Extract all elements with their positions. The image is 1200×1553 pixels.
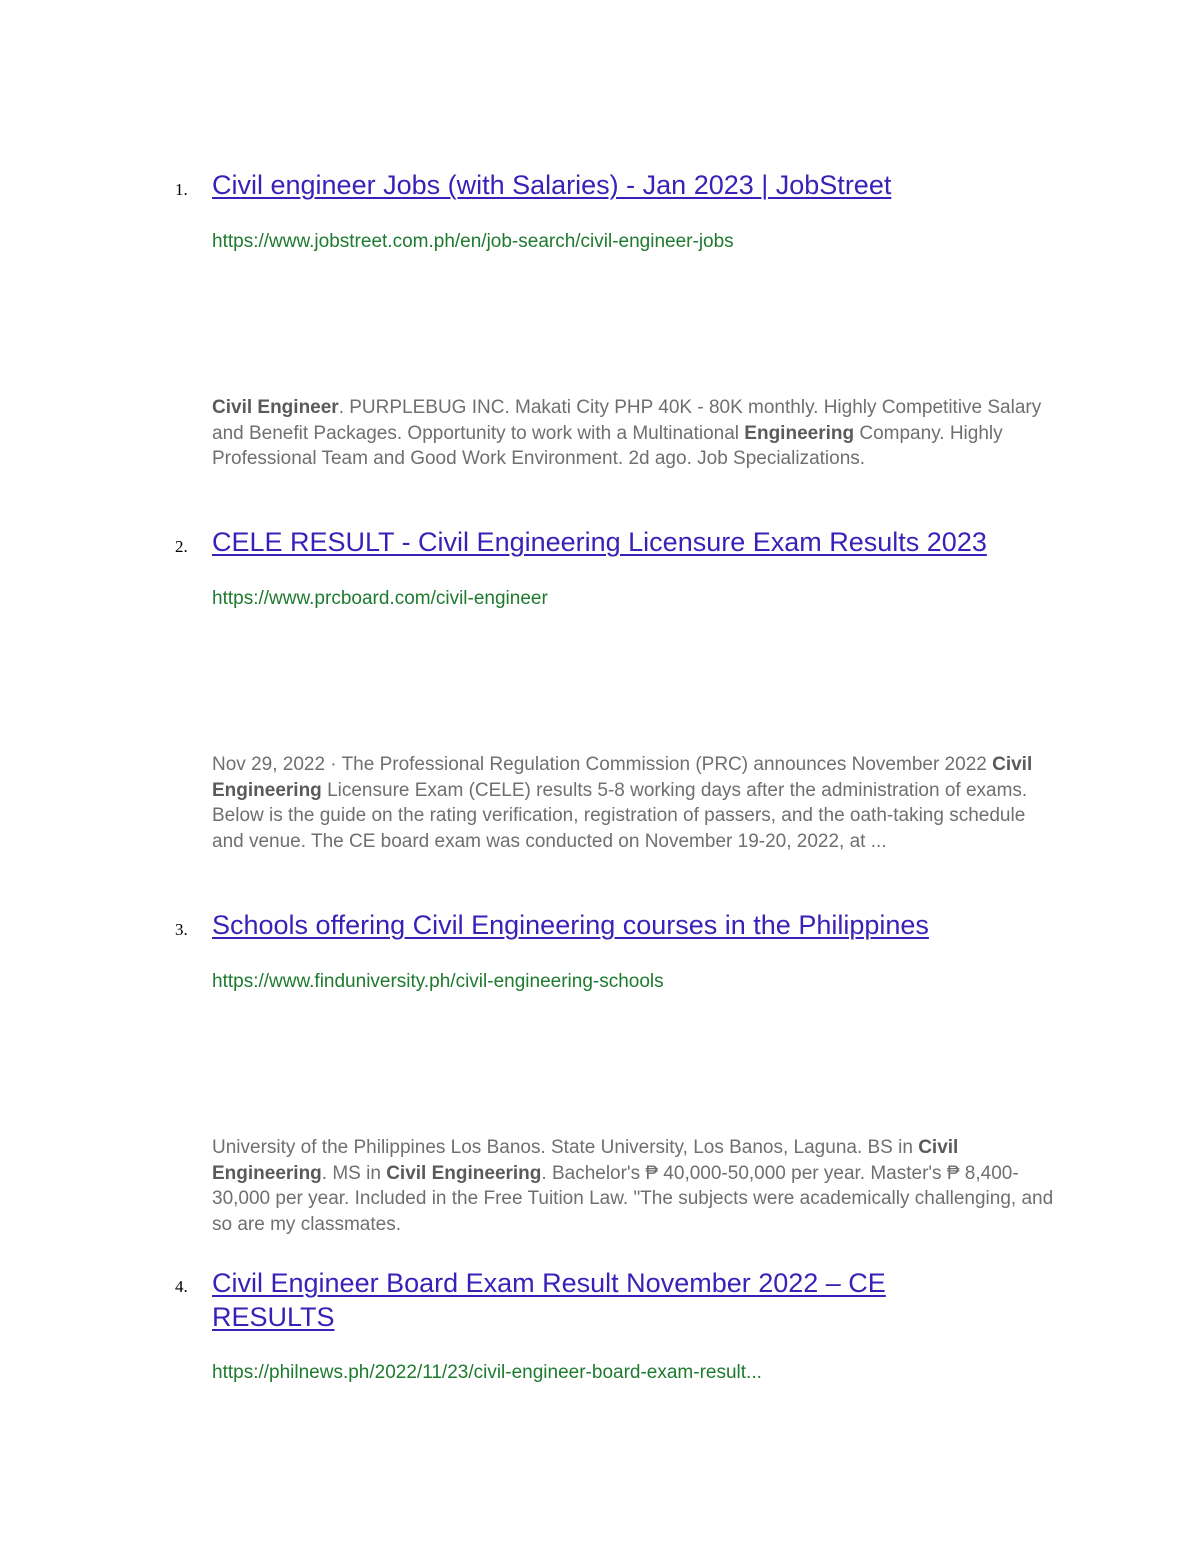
result-snippet (212, 752, 1062, 854)
snippet-text: . Bachelor's ₱ 40,000-50,000 per year. Master's ₱ 8,400-30,000 per year. Included in the Free Tuition Law. "The subjects were academically challenging, and so are my classmates. (212, 1162, 1054, 1235)
result-number: 3. (175, 920, 188, 939)
result-snippet (212, 1135, 1062, 1237)
snippet-keyword: Civil Engineer (212, 397, 339, 418)
snippet-text: . MS in (321, 1162, 387, 1184)
snippet-text: . PURPLEBUG INC. Makati City PHP 40K - 80K monthly. Highly Competitive Salary and Benefit Packages. Opportunity to work with a Multinational (212, 397, 1042, 444)
snippet-keyword: Engineering (744, 422, 855, 444)
result-number: 2. (175, 537, 188, 556)
snippet-keyword: Civil Engineering (212, 754, 1033, 801)
result-snippet (212, 395, 1062, 472)
snippet-keyword: Civil Engineering (212, 1137, 959, 1184)
snippet-text: University of the Philippines Los Banos. State University, Los Banos, Laguna. BS in (212, 1137, 919, 1158)
snippet-text: Company. Highly Professional Team and Good Work Environment. 2d ago. Job Specializations. (212, 422, 1003, 469)
result-url[interactable]: https://www.finduniversity.ph/civil-engineering-schools (212, 971, 664, 992)
result-title-link[interactable]: CELE RESULT - Civil Engineering Licensure Exam Results 2023 (212, 527, 987, 557)
result-title-link[interactable]: Schools offering Civil Engineering courses in the Philippines (212, 910, 929, 940)
result-title-link[interactable]: Civil engineer Jobs (with Salaries) - Jan 2023 | JobStreet (212, 170, 892, 200)
snippet-text: Nov 29, 2022 · The Professional Regulation Commission (PRC) announces November 2022 (212, 754, 993, 775)
result-url[interactable]: https://www.prcboard.com/civil-engineer (212, 588, 548, 609)
result-url[interactable]: https://www.jobstreet.com.ph/en/job-search/civil-engineer-jobs (212, 231, 734, 252)
result-number: 4. (175, 1277, 188, 1296)
result-title-link[interactable]: Civil Engineer Board Exam Result November 2022 – CE RESULTS (212, 1268, 886, 1332)
result-url[interactable]: https://philnews.ph/2022/11/23/civil-engineer-board-exam-result... (212, 1362, 762, 1383)
snippet-text: Licensure Exam (CELE) results 5-8 working days after the administration of exams. Below is the guide on the rating verification, registration of passers, and the oath-taking schedule and venue. The CE board exam was conducted on November 19-20, 2022, at ... (212, 779, 1028, 852)
snippet-keyword: Civil Engineering (386, 1162, 542, 1184)
result-number: 1. (175, 180, 188, 199)
